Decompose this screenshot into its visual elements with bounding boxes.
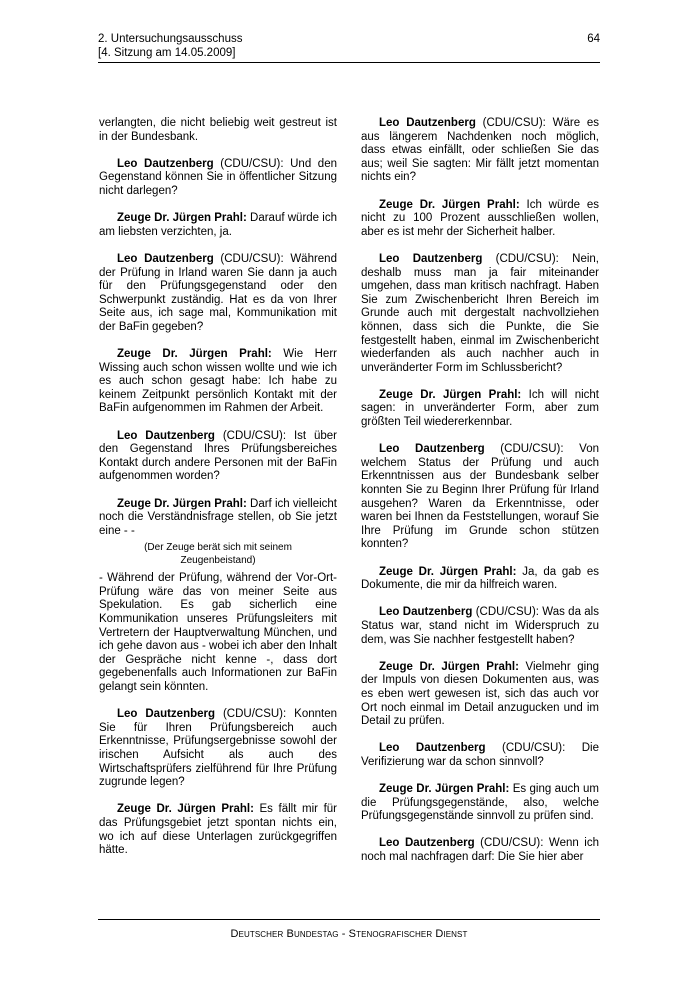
page-footer — [98, 919, 600, 940]
speaker-party: (CDU/CSU): — [485, 742, 566, 755]
speaker-name: Zeuge Dr. Jürgen Prahl: — [117, 497, 247, 510]
paragraph: - Während der Prüfung, während der Vor-Ort-Prüfung wäre das von meiner Seite aus Spekulation. Es gab sicherlich eine Kommunikation unseres Prüfungsleiters mit Vertretern der Hauptverwaltung München, und ich gehe davon aus - wobei ich aber den Inhalt der Gespräche nicht kenne -, dass dort gegebenenfalls auch Informationen zur BaFin gelangt sein könnten. — [99, 572, 337, 693]
speech-text: Wäre es aus längerem Nachdenken noch möglich, dass etwas einfällt, oder schließen Sie das aus; weil Sie sagten: Mir fällt jetzt momentan nichts ein? — [361, 117, 599, 184]
right-column — [361, 117, 599, 878]
footer-text: Deutscher Bundestag - Stenografischer Dienst — [230, 928, 468, 940]
paragraph — [99, 498, 337, 539]
paragraph — [361, 783, 599, 824]
speech-text: Darauf würde ich am liebsten verzichten, ja. — [99, 212, 337, 238]
paragraph — [361, 566, 599, 593]
speech-text: Es ging auch um die Prüfungsgegenstände, also, welche Prüfungsgegenstände sinnvoll zu prüfen sind. — [361, 783, 599, 823]
speaker-name: Zeuge Dr. Jürgen Prahl: — [117, 212, 247, 225]
speech-text: Darf ich vielleicht noch die Verständnisfrage stellen, ob Sie jetzt eine - - — [99, 497, 337, 537]
speaker-name: Leo Dautzenberg — [117, 708, 216, 721]
speech-text: Es fällt mir für das Prüfungsgebiet jetzt spontan nichts ein, wo ich auf diese Unterlagen zurückgegriffen hätte. — [99, 803, 337, 857]
paragraph — [361, 199, 599, 240]
speaker-name: Leo Dautzenberg — [379, 443, 485, 456]
speaker-party: (CDU/CSU): — [215, 708, 287, 721]
speech-text: Ist über den Gegenstand Ihres Prüfungsbereiches Kontakt durch andere Personen mit der BaFin aufgenommen worden? — [99, 429, 337, 483]
speaker-name: Zeuge Dr. Jürgen Prahl: — [117, 803, 254, 816]
stage-direction-line: (Der Zeuge berät sich mit seinem — [144, 542, 292, 554]
speaker-party: (CDU/CSU): — [484, 443, 564, 456]
paragraph — [99, 158, 337, 199]
speech-text: Ich würde es nicht zu 100 Prozent ausschließen wollen, aber es ist mehr der Sicherheit halber. — [361, 198, 599, 238]
paragraph: verlangten, die nicht beliebig weit gestreut ist in der Bundesbank. — [99, 117, 337, 143]
speaker-name: Leo Dautzenberg — [379, 837, 475, 850]
speaker-name: Zeuge Dr. Jürgen Prahl: — [379, 783, 510, 796]
speech-text: Vielmehr ging der Impuls von diesen Dokumenten aus, was es eben wert gewesen ist, sich das auch vor Ort noch einmal im Detail anzugucken und im Detail zu prüfen. — [361, 660, 599, 728]
speech-text: Wie Herr Wissing auch schon wissen wollte und wie ich es auch schon gesagt habe: Ich habe zu keinem Zeitpunkt persönlich Kontakt mit der BaFin aufgenommen im Rahmen der Arbeit. — [99, 348, 337, 415]
speech-text: Und den Gegenstand können Sie in öffentlicher Sitzung nicht darlegen? — [99, 157, 337, 197]
speaker-name: Leo Dautzenberg — [117, 157, 214, 170]
speech-text: Ja, da gab es Dokumente, die mir da hilfreich waren. — [361, 565, 599, 592]
paragraph — [361, 661, 599, 729]
speaker-party: (CDU/CSU): — [482, 252, 559, 265]
paragraph — [361, 253, 599, 375]
paragraph — [99, 803, 337, 857]
speech-text: Ich will nicht sagen: in unveränderter Form, aber zum größten Teil wiedererkennbar. — [361, 388, 599, 429]
speaker-party: (CDU/CSU): — [214, 429, 287, 442]
stage-direction — [99, 542, 337, 567]
speaker-party: (CDU/CSU): — [213, 252, 284, 265]
speaker-name: Leo Dautzenberg — [117, 252, 214, 265]
speech-text: Nein, deshalb muss man ja fair miteinander umgehen, dass man kritisch nachfragt. Haben Sie zum Zwischenbericht Ihren Bereich im Grunde auch mit dergestalt nachvollziehen können, dass sich die Punkte, die Sie festgestellt haben, einmal im Zwischenbericht wiederfanden als auch nachher auch in unveränderter Form im Schlussbericht? — [361, 252, 599, 374]
speaker-name: Zeuge Dr. Jürgen Prahl: — [379, 388, 522, 401]
speech-text: Wenn ich noch mal nachfragen darf: Die Sie hier aber — [361, 837, 599, 864]
speaker-name: Zeuge Dr. Jürgen Prahl: — [117, 348, 272, 361]
paragraph — [99, 253, 337, 335]
speech-text: Was da als Status war, stand nicht im Widerspruch zu dem, was Sie nachher festgestellt haben? — [361, 606, 599, 646]
paragraph — [361, 117, 599, 185]
session-date: [4. Sitzung am 14.05.2009] — [98, 47, 236, 59]
paragraph — [99, 348, 337, 416]
speaker-name: Leo Dautzenberg — [379, 252, 483, 265]
speech-text: Konnten Sie für Ihren Prüfungsbereich auch Erkenntnisse, Prüfungsergebnisse sowohl der irischen Aufsicht als auch des Wirtschaftsprüfers zielführend für Ihre Prüfung zugrunde legen? — [99, 708, 337, 789]
speaker-party: (CDU/CSU): — [475, 117, 546, 129]
paragraph — [361, 837, 599, 864]
paragraph — [361, 443, 599, 552]
speaker-name: Leo Dautzenberg — [379, 606, 473, 619]
stage-direction-line: Zeugenbeistand) — [180, 554, 256, 566]
header-rule — [98, 62, 600, 63]
left-column — [99, 117, 337, 871]
speaker-party: (CDU/CSU): — [213, 157, 284, 170]
paragraph — [361, 606, 599, 647]
speaker-party: (CDU/CSU): — [472, 606, 539, 619]
paragraph — [361, 742, 599, 769]
speaker-name: Zeuge Dr. Jürgen Prahl: — [379, 198, 520, 211]
speaker-name: Zeuge Dr. Jürgen Prahl: — [379, 660, 519, 673]
footer-rule — [98, 919, 600, 920]
speech-text: Von welchem Status der Prüfung und auch Erkenntnissen aus der Bundesbank selber konnten Sie zu Beginn Ihrer Prüfung für Irland ausgehen? Waren da Erkenntnisse, oder waren bei Ihnen da Feststellungen, worauf Sie Ihre Prüfung im Grunde schon stützen konnten? — [361, 443, 599, 551]
paragraph — [99, 708, 337, 790]
paragraph — [99, 430, 337, 484]
speech-text: Während der Prüfung in Irland waren Sie dann ja auch für den Prüfungsgegenstand oder den Schwerpunkt zuständig. Hat es da von Ihrer Seite aus, ich sage mal, Kommunikation mit der BaFin gegeben? — [99, 252, 337, 333]
page-number: 64 — [587, 33, 600, 45]
paragraph — [99, 212, 337, 239]
speaker-name: Zeuge Dr. Jürgen Prahl: — [379, 565, 517, 578]
speaker-name: Leo Dautzenberg — [117, 429, 215, 442]
paragraph — [361, 389, 599, 430]
committee-title: 2. Untersuchungsausschuss — [98, 33, 243, 45]
speaker-name: Leo Dautzenberg — [379, 742, 486, 755]
speaker-name: Leo Dautzenberg — [379, 117, 476, 129]
speaker-party: (CDU/CSU): — [474, 837, 544, 850]
page-header — [98, 32, 600, 60]
speech-text: Die Verifizierung war da schon sinnvoll? — [361, 742, 599, 768]
